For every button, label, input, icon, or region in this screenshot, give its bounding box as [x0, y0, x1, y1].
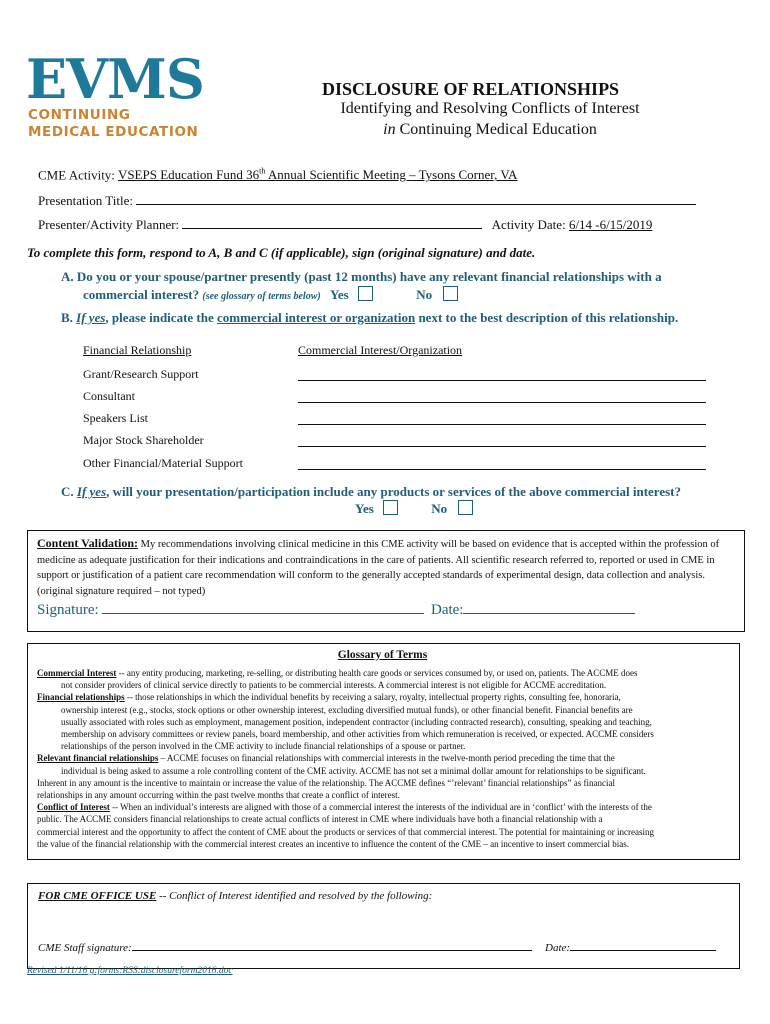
- staff-signature-input[interactable]: [132, 938, 532, 951]
- subtitle-italic: in: [383, 121, 396, 138]
- question-c-no-checkbox[interactable]: [458, 500, 473, 515]
- glossary-title: Glossary of Terms: [337, 649, 428, 661]
- commercial-interest-header: Commercial Interest/Organization: [298, 343, 463, 357]
- date-field: Date:: [431, 601, 635, 619]
- presentation-title-label: Presentation Title:: [38, 193, 137, 208]
- activity-date-label: Activity Date:: [491, 217, 569, 232]
- glossary-commercial-interest: Commercial Interest -- any entity producing, marketing, re-selling, or distributing health care goods or services consumed by, or used on, patients. The ACCME does: [37, 668, 638, 678]
- cme-activity-label: CME Activity:: [38, 167, 118, 183]
- question-c-if-yes: If yes: [76, 484, 107, 499]
- question-a-no-checkbox[interactable]: [443, 286, 458, 301]
- content-validation-text: Content Validation: My recommendations involving clinical medicine in this CME activity will be based on evidence that is accepted within the profession of medicine as adequate justification for their indications and contraindications in the care of patients. All scientific research referred to, reported or used in CME in support or justification of a patient care recommendation will conform to the generally accepted standards of experimental design, data collection and analysis. (original signature required – not typed): [37, 536, 720, 597]
- question-c-yes-label: Yes: [355, 501, 374, 516]
- content-validation-heading: Content Validation:: [37, 536, 139, 550]
- logo-subtitle-line2: MEDICAL EDUCATION: [28, 124, 199, 140]
- office-use-title: FOR CME OFFICE USE -- Conflict of Interest identified and resolved by the following:: [38, 890, 433, 902]
- question-b-if-yes: If yes: [76, 310, 106, 325]
- stock-input-line[interactable]: [298, 445, 706, 447]
- date-input[interactable]: [463, 601, 635, 614]
- glossary-line: the value of the financial relationship with the commercial interest creates an incentive to influence the content of the CME – an incentive to insert commercial bias.: [37, 838, 630, 849]
- presenter-input[interactable]: [182, 216, 482, 229]
- question-c-no-label: No: [431, 501, 448, 516]
- office-use-heading: FOR CME OFFICE USE: [38, 890, 157, 902]
- consultant-input-line[interactable]: [298, 401, 706, 403]
- instructions: To complete this form, respond to A, B and C (if applicable), sign (original signature) and date.: [27, 245, 536, 260]
- relationship-speakers: Speakers List: [83, 411, 148, 425]
- signature-input[interactable]: [102, 601, 424, 614]
- glossary-body: [37, 667, 734, 850]
- relationship-grant: Grant/Research Support: [83, 367, 199, 381]
- glossary-line: usually associated with roles such as employment, management position, independent contractor (including contracted research), consulting, speaking and teaching,: [61, 716, 652, 727]
- question-c-options: [355, 500, 473, 517]
- staff-signature-field: CME Staff signature:: [38, 938, 532, 954]
- relationship-consultant: Consultant: [83, 389, 136, 403]
- cme-activity-value: VSEPS Education Fund 36th Annual Scientific Meeting – Tysons Corner, VA: [117, 167, 518, 183]
- relationship-other: Other Financial/Material Support: [83, 456, 243, 470]
- glossary-line: membership on advisory committees or review panels, board membership, and other activities from which remuneration is received, or expected. ACCME considers: [61, 729, 654, 740]
- glossary-financial-relationships: Financial relationships -- those relationships in which the individual benefits by receiving a salary, royalty, intellectual property rights, consulting fee, honoraria,: [37, 692, 621, 703]
- cme-activity-field: [38, 167, 517, 183]
- glossary-line: Inherent in any amount is the incentive to maintain or increase the value of the relationship. The ACCME defines “’relevant’ financial relationships” as financial: [37, 777, 615, 788]
- question-c-yes-checkbox[interactable]: [383, 500, 398, 515]
- other-input-line[interactable]: [298, 468, 706, 470]
- glossary-line: relationships in any amount occurring within the past twelve months that create a conflict of interest.: [37, 790, 400, 801]
- glossary-relevant-financial: Relevant financial relationships – ACCME focuses on financial relationships with commercial interests in the twelve-month period preceding the time that the: [37, 753, 615, 764]
- grant-input-line[interactable]: [298, 379, 706, 381]
- question-c: C. If yes, will your presentation/participation include any products or services of the above commercial interest?: [61, 484, 681, 499]
- office-date-field: Date:: [545, 938, 716, 954]
- question-a-line2: commercial interest? (see glossary of terms below) Yes No: [83, 286, 458, 303]
- question-a-yes-label: Yes: [329, 287, 349, 302]
- question-b: B. If yes, please indicate the commercial interest or organization next to the best description of this relationship.: [61, 310, 679, 325]
- glossary-line: ownership interest (e.g., stocks, stock options or other ownership interest, excluding diversified mutual funds), or other financial benefit. Financial benefits are: [61, 704, 633, 715]
- speakers-input-line[interactable]: [298, 423, 706, 425]
- question-a-no-label: No: [416, 287, 433, 302]
- question-a-line1: A. Do you or your spouse/partner presently (past 12 months) have any relevant financial relationships with a: [61, 269, 662, 284]
- revision-note: Revised 1/11/16 g:forms:RSS:disclosureform2016.doc: [27, 966, 233, 976]
- document-subtitle-1: Identifying and Resolving Conflicts of Interest: [340, 100, 640, 117]
- evms-logo: EVMS: [26, 47, 204, 111]
- activity-date-value: 6/14 -6/15/2019: [568, 217, 653, 232]
- glossary-line: not consider providers of clinical service directly to patients to be commercial interests. A commercial interest is not eligible for ACCME accreditation.: [61, 680, 607, 691]
- office-date-input[interactable]: [570, 938, 716, 951]
- document-subtitle-2: [300, 121, 680, 139]
- glossary-line: individual is being asked to assume a role controlling content of the CME activity. ACCME has not set a minimal dollar amount for relationships to be significant.: [61, 765, 646, 776]
- glossary-note: (see glossary of terms below): [202, 291, 321, 302]
- logo-subtitle-line1: CONTINUING: [28, 107, 131, 123]
- question-a-yes-checkbox[interactable]: [358, 286, 373, 301]
- glossary-line: public. The ACCME considers financial relationships to create actual conflicts of interest in CME where individuals have both a financial relationship with a: [37, 814, 603, 825]
- subtitle-rest: Continuing Medical Education: [395, 121, 597, 138]
- financial-relationship-header: Financial Relationship: [83, 343, 192, 357]
- presenter-label: Presenter/Activity Planner:: [38, 217, 183, 232]
- presentation-title-field: [38, 192, 696, 209]
- signature-field: Signature:: [37, 601, 424, 619]
- glossary-conflict-of-interest: Conflict of Interest -- When an individual’s interests are aligned with those of a commercial interest the interests of the individual are in ‘conflict’ with the interests of the: [37, 802, 652, 813]
- glossary-line: commercial interest and the opportunity to affect the content of CME about the products or services of that commercial interest. The potential for maintaining or increasing: [37, 826, 654, 837]
- glossary-line: relationships of the person involved in the CME activity to include financial relationships of a spouse or partner.: [61, 741, 466, 752]
- presenter-field: [38, 216, 652, 233]
- presentation-title-input[interactable]: [136, 192, 696, 205]
- document-title: DISCLOSURE OF RELATIONSHIPS: [322, 79, 620, 99]
- relationship-stock: Major Stock Shareholder: [83, 433, 204, 447]
